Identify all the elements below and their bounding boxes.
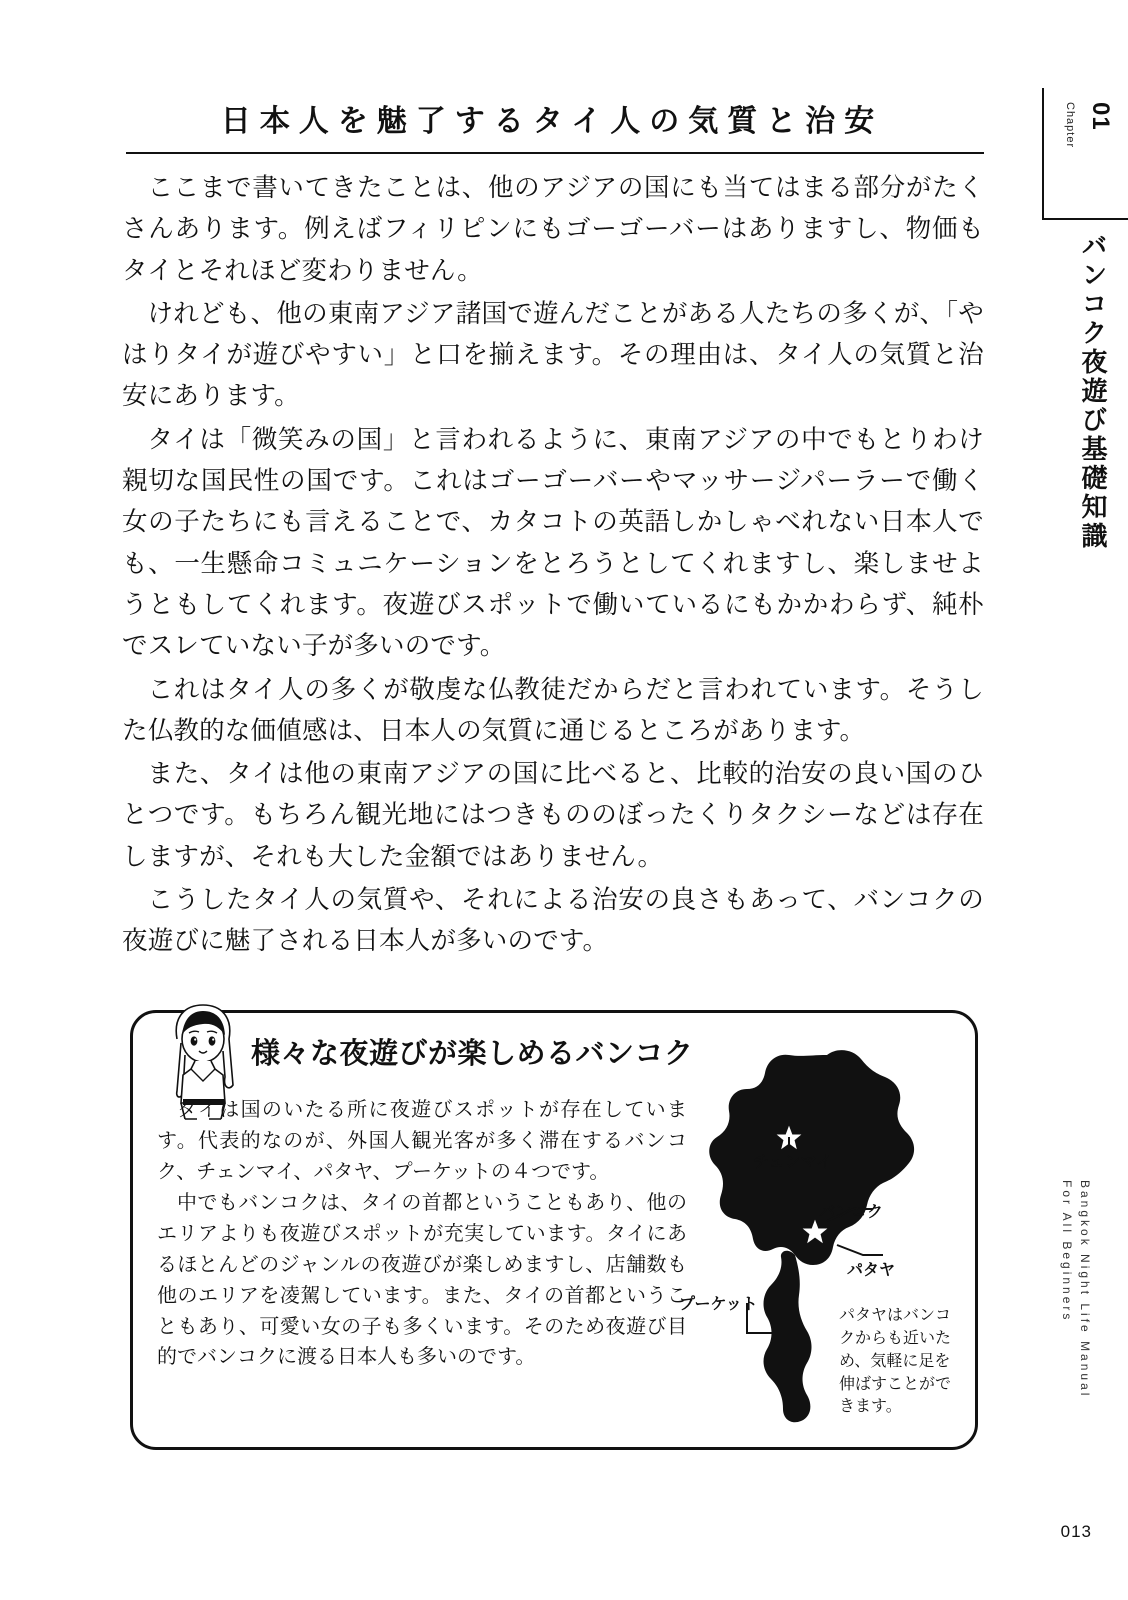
side-rail xyxy=(1020,0,1128,1600)
chapter-tab xyxy=(1042,88,1128,220)
main-column xyxy=(112,0,992,1600)
paragraph: また、タイは他の東南アジアの国に比べると、比較的治安の良い国のひとつです。もちろん観光地にはつきもののぼったくりタクシーなどは存在しますが、それも大した金額ではありません。 xyxy=(122,760,984,871)
chapter-title: バンコク夜遊び基礎知識 xyxy=(1078,232,1108,551)
panel-title: 様々な夜遊びが楽しめるバンコク xyxy=(251,1038,694,1070)
map-label-bangkok: バンコク xyxy=(819,1204,884,1221)
page-number: 013 xyxy=(1060,1522,1092,1541)
paragraph: けれども、他の東南アジア諸国で遊んだことがある人たちの多くが、「やはりタイが遊びやすい」と口を揃えます。その理由は、タイ人の気質と治安にあります。 xyxy=(122,299,984,411)
map-label-phuket: プーケット xyxy=(679,1296,758,1313)
map-note: パタヤはバンコクからも近いため、気軽に足を伸ばすことができます。 xyxy=(839,1307,952,1416)
book-title xyxy=(1058,1180,1094,1450)
map-label-pattaya: パタヤ xyxy=(847,1262,896,1279)
paragraph: 中でもバンコクは、タイの首都ということもあり、他のエリアよりも夜遊びスポットが充実しています。タイにあるほとんどのジャンルの夜遊びが楽しめますし、店舗数も他のエリアを凌駕しています。また、タイの首都ということもあり、可愛い女の子も多くいます。そのため夜遊び目的でバンコクに渡る日本人も多いのです。 xyxy=(157,1192,687,1369)
paragraph: タイは国のいたる所に夜遊びスポットが存在しています。代表的なのが、外国人観光客が多く滞在するバンコク、チェンマイ、パタヤ、プーケットの４つです。 xyxy=(157,1099,687,1183)
chapter-caption: Chapter xyxy=(1064,102,1076,149)
paragraph: ここまで書いてきたことは、他のアジアの国にも当てはまる部分がたくさんあります。例えばフィリピンにもゴーゴーバーはありますし、物価もタイとそれほど変わりません。 xyxy=(122,174,984,285)
paragraph: これはタイ人の多くが敬虔な仏教徒だからだと言われています。そうした仏教的な価値感は、日本人の気質に通じるところがあります。 xyxy=(122,675,984,745)
article-body xyxy=(122,168,984,965)
title-divider xyxy=(126,152,984,154)
paragraph: こうしたタイ人の気質や、それによる治安の良さもあって、バンコクの夜遊びに魅了される日本人が多いのです。 xyxy=(122,886,984,956)
book-title-line2: For All Beginners xyxy=(1060,1180,1074,1323)
panel-body xyxy=(157,1095,687,1374)
chapter-number: 01 xyxy=(1087,102,1114,131)
thailand-map xyxy=(677,1033,965,1433)
book-title-line1: Bangkok Night Life Manual xyxy=(1078,1180,1092,1399)
map-label-chiangmai: チェンマイ xyxy=(753,1154,833,1171)
info-panel xyxy=(130,1010,978,1450)
paragraph: タイは「微笑みの国」と言われるように、東南アジアの中でもとりわけ親切な国民性の国です。これはゴーゴーバーやマッサージパーラーで働く女の子たちにも言えることで、カタコトの英語しかしゃべれない日本人でも、一生懸命コミュニケーションをとろうとしてくれますし、楽しませようともしてくれます。夜遊びスポットで働いているにもかかわらず、純朴でスレていない子が多いのです。 xyxy=(122,425,984,661)
page-title: 日本人を魅了するタイ人の気質と治安 xyxy=(220,105,884,138)
